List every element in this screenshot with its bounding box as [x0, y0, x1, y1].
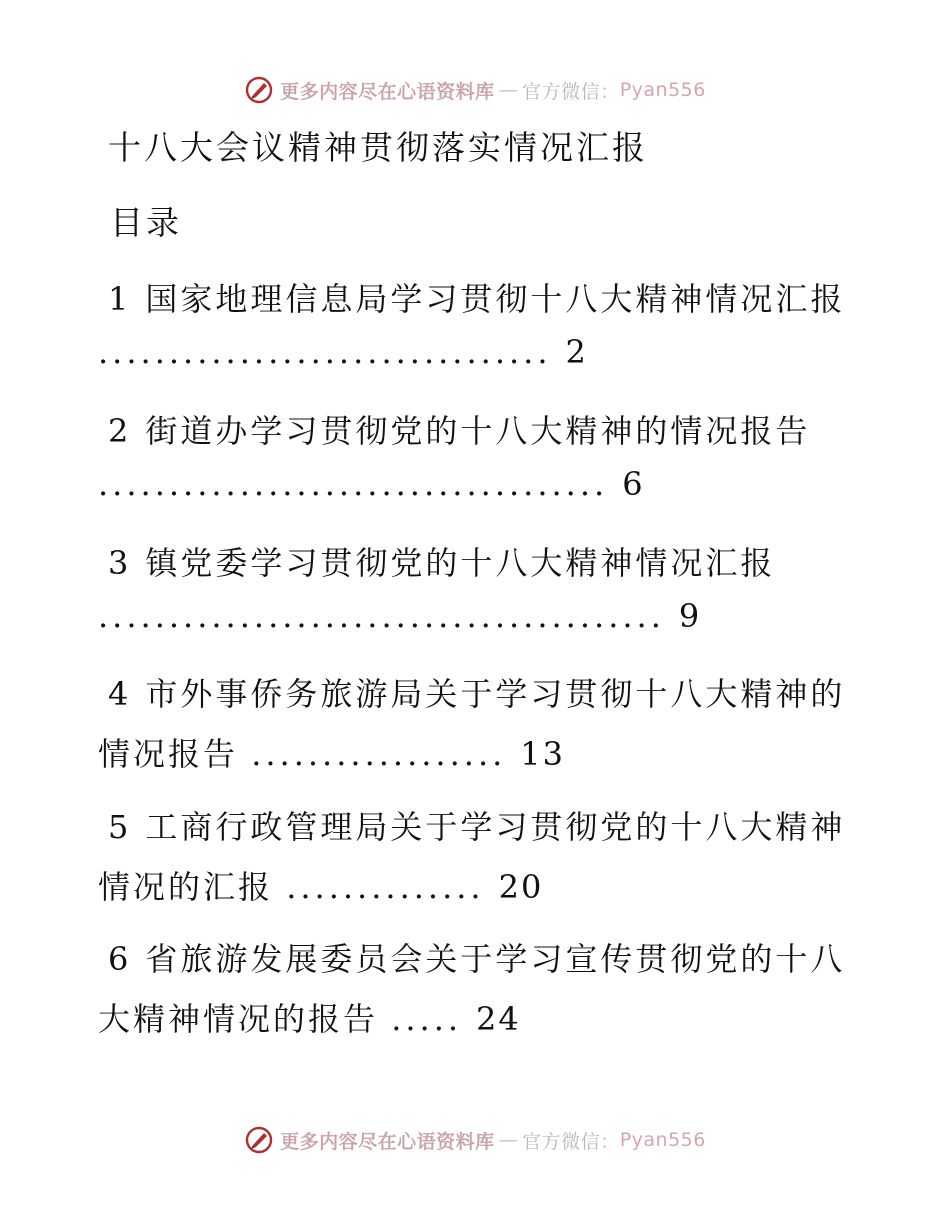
toc-entry-3-line1: [108, 538, 775, 584]
watermark-text: 更多内容尽在心语资料库: [280, 80, 495, 103]
toc-entry-title: 街道办学习贯彻党的十八大精神的情况报告: [145, 412, 811, 450]
toc-leader-dots: ..............: [286, 868, 485, 906]
watermark-text: 更多内容尽在心语资料库: [280, 1130, 495, 1153]
brand-logo-icon: [244, 75, 274, 105]
toc-page-number: 13: [520, 735, 565, 773]
toc-entry-title-continued: 情况的汇报: [98, 868, 274, 906]
toc-entry-title: 镇党委学习贯彻党的十八大精神情况汇报: [145, 544, 776, 582]
brand-logo-icon: [244, 1125, 274, 1155]
toc-page-number: 2: [565, 333, 588, 371]
watermark-footer: [0, 1120, 950, 1160]
toc-leader-dots: ........................................: [98, 597, 665, 635]
toc-entry-number: 5: [108, 808, 132, 846]
toc-page-number: 24: [476, 1000, 521, 1038]
toc-entry-1-line2: [98, 333, 588, 371]
watermark-wechat-label: 官方微信：: [522, 80, 620, 103]
toc-entry-2-line1: [108, 406, 810, 452]
toc-page-number: 9: [678, 597, 702, 635]
toc-leader-dots: ....................................: [98, 465, 609, 503]
toc-entry-title: 国家地理信息局学习贯彻十八大精神情况汇报: [145, 280, 846, 318]
toc-entry-4-line1: [108, 669, 845, 715]
toc-entry-number: 6: [108, 940, 132, 978]
toc-entry-4-line2: [98, 729, 565, 775]
toc-heading: 目录: [110, 203, 182, 242]
toc-entry-6-line2: [98, 994, 521, 1040]
toc-entry-1-line1: [108, 274, 845, 320]
toc-entry-title: 市外事侨务旅游局关于学习贯彻十八大精神的: [145, 675, 846, 713]
toc-leader-dots: ..................: [251, 735, 507, 773]
toc-entry-title-continued: 大精神情况的报告: [98, 1000, 379, 1038]
toc-entry-number: 1: [108, 280, 132, 318]
toc-entry-title: 省旅游发展委员会关于学习宣传贯彻党的十八: [145, 940, 846, 978]
watermark-header: [0, 70, 950, 110]
toc-entry-title-continued: 情况报告: [98, 735, 239, 773]
toc-entry-6-line1: [108, 934, 845, 980]
toc-entry-title: 工商行政管理局关于学习贯彻党的十八大精神: [145, 808, 846, 846]
toc-entry-number: 4: [108, 675, 132, 713]
toc-entry-5-line1: [108, 802, 845, 848]
watermark-separator: —: [498, 1129, 519, 1151]
toc-leader-dots: .....: [391, 1000, 463, 1038]
toc-leader-dots: ................................: [98, 333, 552, 371]
toc-entry-2-line2: [98, 465, 645, 503]
watermark-wechat-id: Pyan556: [619, 1129, 706, 1151]
toc-entry-number: 3: [108, 544, 132, 582]
watermark-wechat-id: Pyan556: [619, 79, 706, 101]
toc-page-number: 6: [622, 465, 645, 503]
watermark-separator: —: [498, 79, 519, 101]
watermark-wechat-label: 官方微信：: [522, 1130, 620, 1153]
document-title: 十八大会议精神贯彻落实情况汇报: [108, 128, 648, 167]
toc-entry-3-line2: [98, 597, 701, 635]
toc-entry-5-line2: [98, 862, 543, 908]
toc-page-number: 20: [498, 868, 544, 906]
toc-entry-number: 2: [108, 412, 132, 450]
